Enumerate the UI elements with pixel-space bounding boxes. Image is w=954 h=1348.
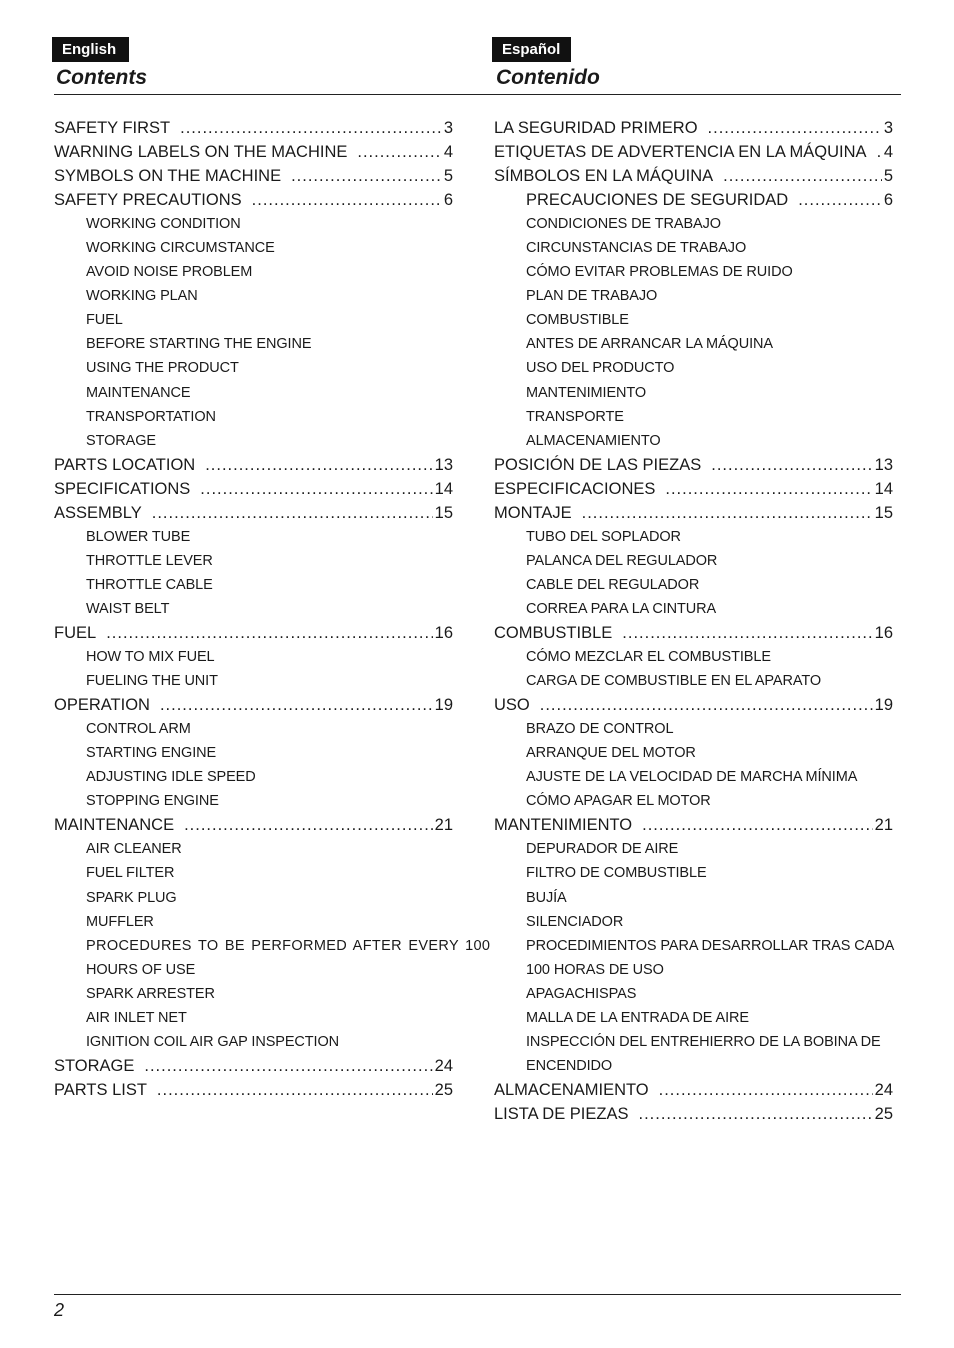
toc-list-english — [54, 116, 491, 1102]
toc-subentry[interactable]: WORKING PLAN — [86, 288, 198, 305]
toc-subentry[interactable]: 100 HORAS DE USO — [526, 961, 664, 978]
toc-subentry[interactable]: FUEL FILTER — [86, 865, 175, 882]
toc-entry[interactable] — [54, 140, 453, 164]
dot-leader — [106, 621, 432, 645]
toc-subentry[interactable]: PALANCA DEL REGULADOR — [526, 552, 718, 569]
toc-subentry[interactable]: AIR CLEANER — [86, 841, 182, 858]
toc-entry-page: 15 — [874, 503, 893, 522]
toc-subentry[interactable]: CARGA DE COMBUSTIBLE EN EL APARATO — [526, 673, 822, 690]
toc-entry[interactable] — [54, 164, 453, 188]
toc-entry-page: 3 — [883, 119, 893, 137]
toc-entry-label: SYMBOLS ON THE MACHINE — [54, 167, 282, 186]
toc-entry-label: ALMACENAMIENTO — [494, 1080, 649, 1099]
toc-subentry[interactable]: USING THE PRODUCT — [86, 360, 239, 377]
toc-subentry[interactable]: THROTTLE CABLE — [86, 576, 213, 593]
toc-entry-label: ESPECIFICACIONES — [494, 479, 656, 498]
dot-leader — [659, 1078, 873, 1102]
toc-entry-label: STORAGE — [54, 1056, 135, 1075]
toc-entry[interactable] — [54, 477, 453, 501]
dot-leader — [200, 477, 432, 501]
toc-entry-page: 25 — [434, 1080, 453, 1099]
dot-leader — [180, 116, 442, 140]
toc-subentry[interactable]: ENCENDIDO — [526, 1057, 613, 1074]
toc-subentry[interactable]: FILTRO DE COMBUSTIBLE — [526, 865, 707, 882]
toc-entry-label: FUEL — [54, 623, 97, 642]
dot-leader — [798, 188, 882, 212]
toc-entry-label: SÍMBOLOS EN LA MÁQUINA — [494, 167, 714, 186]
toc-subentry[interactable]: MALLA DE LA ENTRADA DE AIRE — [526, 1009, 749, 1026]
toc-entry-page: 16 — [874, 623, 893, 642]
toc-entry-label: PRECAUCIONES DE SEGURIDAD — [526, 191, 789, 210]
toc-subentry[interactable]: MUFFLER — [86, 913, 154, 930]
toc-entry-label: ASSEMBLY — [54, 503, 142, 522]
dot-leader — [665, 477, 872, 501]
toc-entry-label: COMBUSTIBLE — [494, 623, 613, 642]
toc-entry-page: 4 — [883, 143, 893, 162]
toc-subentry[interactable]: CONTROL ARM — [86, 721, 191, 738]
toc-entry-page: 6 — [443, 191, 453, 210]
toc-subentry[interactable]: CÓMO MEZCLAR EL COMBUSTIBLE — [526, 649, 771, 666]
dot-leader — [252, 188, 442, 212]
toc-entry-page: 13 — [874, 455, 893, 474]
toc-subentry[interactable]: HOW TO MIX FUEL — [86, 649, 215, 666]
toc-entry-page: 15 — [434, 503, 453, 522]
toc-entry-page: 24 — [874, 1080, 893, 1099]
toc-subentry[interactable]: TRANSPORTE — [526, 408, 624, 425]
toc-subentry[interactable]: SPARK PLUG — [86, 889, 177, 906]
dot-leader — [582, 501, 873, 525]
toc-entry-page: 25 — [874, 1104, 893, 1123]
toc-subentry[interactable]: APAGACHISPAS — [526, 985, 637, 1002]
toc-subentry[interactable]: PROCEDURES TO BE PERFORMED AFTER EVERY 100 — [86, 937, 491, 954]
toc-subentry[interactable]: BLOWER TUBE — [86, 528, 191, 545]
toc-entry[interactable] — [54, 453, 453, 477]
dot-leader — [540, 693, 873, 717]
toc-entry[interactable] — [54, 501, 453, 525]
toc-entry[interactable] — [494, 477, 893, 501]
contents-title: Contents — [56, 66, 147, 89]
dot-leader — [357, 140, 441, 164]
toc-subentry[interactable]: PLAN DE TRABAJO — [526, 288, 658, 305]
toc-entry[interactable] — [54, 1054, 453, 1078]
toc-subentry[interactable]: TRANSPORTATION — [86, 408, 216, 425]
toc-entry[interactable] — [494, 1078, 893, 1102]
toc-subentry[interactable]: THROTTLE LEVER — [86, 552, 213, 569]
toc-entry[interactable] — [494, 1102, 893, 1126]
toc-entry-page: 21 — [874, 816, 893, 835]
toc-entry-page: 19 — [434, 696, 453, 715]
dot-leader — [157, 1078, 433, 1102]
toc-subentry[interactable]: CÓMO EVITAR PROBLEMAS DE RUIDO — [526, 264, 793, 281]
toc-subentry[interactable]: BRAZO DE CONTROL — [526, 721, 674, 738]
toc-entry-label: WARNING LABELS ON THE MACHINE — [54, 143, 348, 162]
toc-entry-label: OPERATION — [54, 696, 150, 715]
header-divider — [54, 94, 901, 95]
toc-entry-label: MAINTENANCE — [54, 816, 175, 835]
toc-subentry[interactable]: AIR INLET NET — [86, 1009, 187, 1026]
toc-entry-page: 16 — [434, 623, 453, 642]
toc-subentry[interactable]: CORREA PARA LA CINTURA — [526, 600, 717, 617]
toc-entry-label: SAFETY PRECAUTIONS — [54, 191, 242, 210]
toc-subentry[interactable]: ADJUSTING IDLE SPEED — [86, 769, 256, 786]
toc-entry-page: 6 — [883, 191, 893, 210]
dot-leader — [291, 164, 442, 188]
toc-entry[interactable] — [494, 188, 893, 212]
toc-subentry[interactable]: SILENCIADOR — [526, 913, 624, 930]
language-tag-english: English — [52, 37, 129, 62]
toc-entry[interactable] — [54, 188, 453, 212]
toc-entry[interactable] — [54, 621, 453, 645]
toc-subentry[interactable]: STORAGE — [86, 432, 156, 449]
dot-leader — [723, 164, 882, 188]
toc-entry[interactable] — [54, 693, 453, 717]
toc-entry[interactable] — [494, 116, 893, 140]
toc-subentry[interactable]: CÓMO APAGAR EL MOTOR — [526, 793, 711, 810]
toc-subentry[interactable]: ALMACENAMIENTO — [526, 432, 661, 449]
toc-entry-label: LISTA DE PIEZAS — [494, 1104, 629, 1123]
toc-entry-label: MANTENIMIENTO — [494, 816, 633, 835]
toc-entry-page: 14 — [434, 479, 453, 498]
dot-leader — [160, 693, 433, 717]
toc-entry-label: MONTAJE — [494, 503, 572, 522]
toc-subentry[interactable]: MAINTENANCE — [86, 384, 191, 401]
toc-entry-label: SAFETY FIRST — [54, 119, 171, 137]
dot-leader — [642, 813, 873, 837]
toc-entry-page: 4 — [443, 143, 453, 162]
toc-entry-label: LA SEGURIDAD PRIMERO — [494, 119, 698, 137]
toc-subentry[interactable]: TUBO DEL SOPLADOR — [526, 528, 681, 545]
toc-entry-page: 21 — [434, 816, 453, 835]
toc-entry[interactable] — [494, 140, 893, 164]
toc-entry-page: 5 — [443, 167, 453, 186]
toc-subentry[interactable]: BUJÍA — [526, 889, 567, 906]
toc-subentry[interactable]: CIRCUNSTANCIAS DE TRABAJO — [526, 240, 747, 257]
toc-entry-page: 14 — [874, 479, 893, 498]
toc-subentry[interactable]: DEPURADOR DE AIRE — [526, 841, 679, 858]
toc-entry-page: 13 — [434, 455, 453, 474]
toc-entry[interactable] — [494, 501, 893, 525]
toc-subentry[interactable]: ARRANQUE DEL MOTOR — [526, 745, 696, 762]
toc-entry-label: SPECIFICATIONS — [54, 479, 191, 498]
toc-entry-label: POSICIÓN DE LAS PIEZAS — [494, 455, 702, 474]
toc-entry[interactable] — [494, 813, 893, 837]
toc-subentry[interactable]: CABLE DEL REGULADOR — [526, 576, 700, 593]
toc-subentry[interactable]: WORKING CIRCUMSTANCE — [86, 240, 275, 257]
toc-subentry[interactable]: HOURS OF USE — [86, 961, 196, 978]
dot-leader — [184, 813, 433, 837]
dot-leader — [144, 1054, 432, 1078]
toc-entry[interactable] — [494, 164, 893, 188]
dot-leader — [639, 1102, 873, 1126]
dot-leader — [152, 501, 433, 525]
toc-entry[interactable] — [54, 1078, 453, 1102]
toc-subentry[interactable]: USO DEL PRODUCTO — [526, 360, 675, 377]
dot-leader — [205, 453, 432, 477]
page-number: 2 — [54, 1300, 65, 1320]
toc-subentry[interactable]: ANTES DE ARRANCAR LA MÁQUINA — [526, 336, 773, 353]
toc-subentry[interactable]: MANTENIMIENTO — [526, 384, 647, 401]
toc-entry-page: 5 — [883, 167, 893, 186]
dot-leader — [711, 453, 872, 477]
toc-subentry[interactable]: PROCEDIMIENTOS PARA DESARROLLAR TRAS CADA — [526, 937, 895, 954]
toc-subentry[interactable]: STOPPING ENGINE — [86, 793, 219, 810]
toc-entry[interactable] — [54, 813, 453, 837]
toc-subentry[interactable]: FUEL — [86, 312, 123, 329]
toc-entry[interactable] — [54, 116, 453, 140]
toc-list-spanish — [494, 116, 893, 1126]
toc-entry[interactable] — [494, 453, 893, 477]
toc-subentry[interactable]: IGNITION COIL AIR GAP INSPECTION — [86, 1033, 340, 1050]
toc-subentry[interactable]: SPARK ARRESTER — [86, 985, 215, 1002]
contenido-title: Contenido — [496, 66, 600, 89]
toc-entry[interactable] — [494, 621, 893, 645]
toc-entry-page: 24 — [434, 1056, 453, 1075]
dot-leader — [708, 116, 882, 140]
language-tag-spanish: Español — [492, 37, 571, 62]
toc-entry-label: PARTS LIST — [54, 1080, 147, 1099]
toc-entry[interactable] — [494, 693, 893, 717]
toc-subentry[interactable]: AJUSTE DE LA VELOCIDAD DE MARCHA MÍNIMA — [526, 769, 858, 786]
dot-leader — [877, 140, 882, 164]
toc-subentry[interactable]: INSPECCIÓN DEL ENTREHIERRO DE LA BOBINA DE — [526, 1033, 881, 1050]
toc-entry-page: 3 — [443, 119, 453, 137]
toc-subentry[interactable]: WAIST BELT — [86, 600, 170, 617]
toc-entry-label: USO — [494, 696, 530, 715]
toc-subentry[interactable]: FUELING THE UNIT — [86, 673, 218, 690]
toc-subentry[interactable]: COMBUSTIBLE — [526, 312, 629, 329]
toc-subentry[interactable]: WORKING CONDITION — [86, 216, 241, 233]
toc-entry-label: PARTS LOCATION — [54, 455, 196, 474]
footer-divider — [54, 1294, 901, 1295]
toc-subentry[interactable]: CONDICIONES DE TRABAJO — [526, 216, 721, 233]
toc-subentry[interactable]: STARTING ENGINE — [86, 745, 217, 762]
toc-subentry[interactable]: BEFORE STARTING THE ENGINE — [86, 336, 312, 353]
toc-subentry[interactable]: AVOID NOISE PROBLEM — [86, 264, 253, 281]
toc-entry-label: ETIQUETAS DE ADVERTENCIA EN LA MÁQUINA — [494, 143, 867, 162]
toc-entry-page: 19 — [874, 696, 893, 715]
dot-leader — [622, 621, 872, 645]
